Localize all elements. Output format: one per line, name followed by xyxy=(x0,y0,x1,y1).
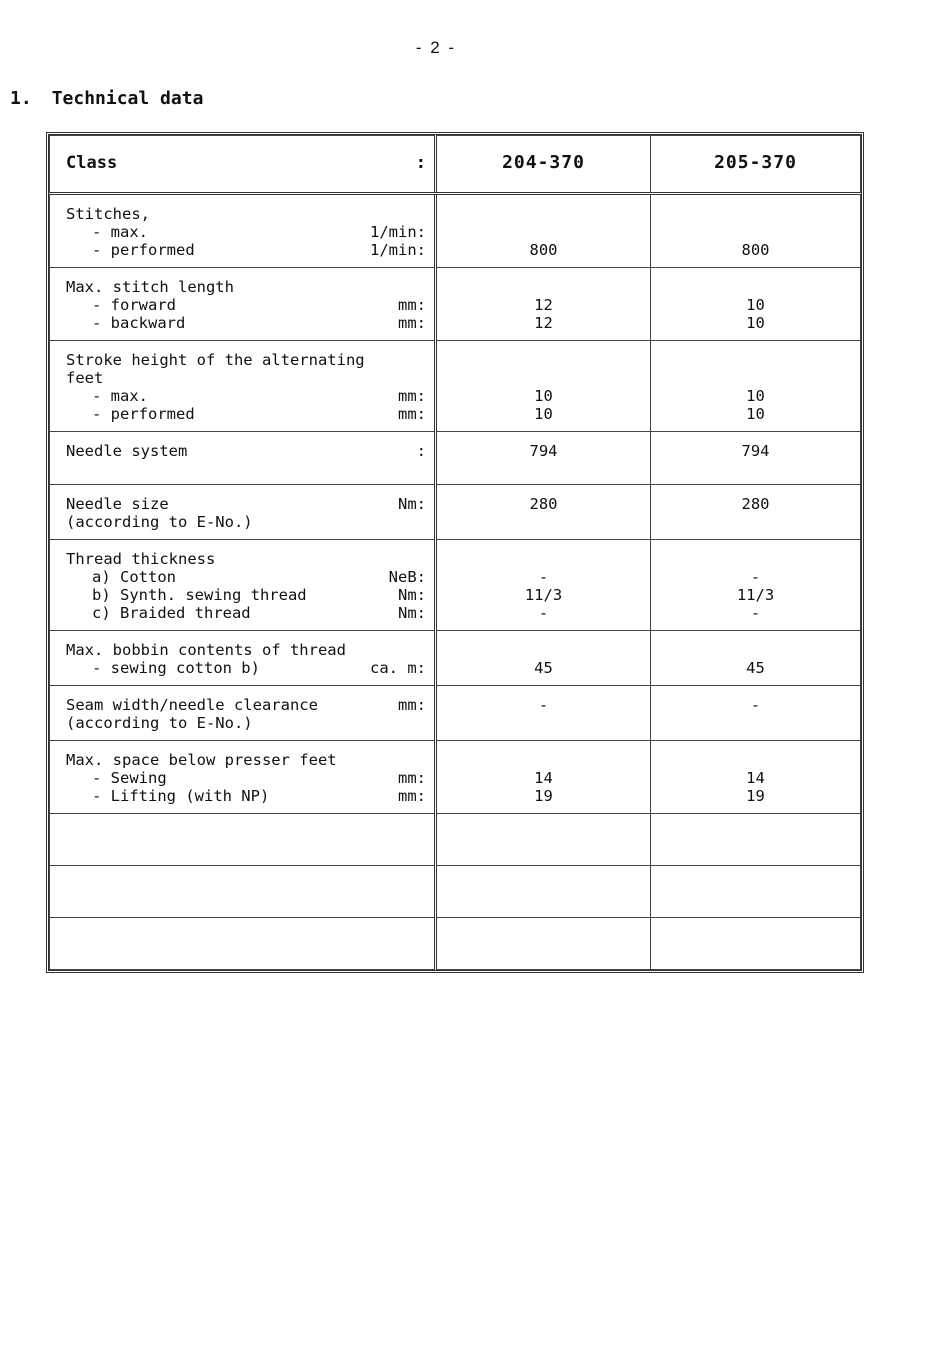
parameter-line xyxy=(66,714,426,732)
table-header-row xyxy=(50,136,861,194)
page-number: - 2 - xyxy=(415,38,457,57)
parameter-unit: Nm: xyxy=(398,604,426,622)
parameter-cell xyxy=(50,741,436,814)
table-row xyxy=(50,686,861,741)
table-row xyxy=(50,631,861,686)
parameter-text: Needle size xyxy=(66,495,169,513)
parameter-text: (according to E-No.) xyxy=(66,513,253,531)
parameter-text: - backward xyxy=(92,314,186,332)
parameter-text: - Lifting (with NP) xyxy=(92,787,270,805)
parameter-line xyxy=(66,369,426,387)
parameter-line xyxy=(66,241,426,259)
parameter-cell xyxy=(50,268,436,341)
value-cell-204-370 xyxy=(436,194,651,268)
parameter-unit: Nm: xyxy=(398,495,426,513)
parameter-line xyxy=(66,387,426,405)
parameter-line xyxy=(66,751,426,769)
value-line xyxy=(441,714,646,732)
value-line: 11/3 xyxy=(736,586,775,604)
value-line: - xyxy=(750,604,761,622)
parameter-text: - Sewing xyxy=(92,769,167,787)
parameter-text: - max. xyxy=(92,387,148,405)
table-row xyxy=(50,741,861,814)
parameter-unit: 1/min: xyxy=(370,241,426,259)
value-line: 10 xyxy=(534,387,553,405)
parameter-line xyxy=(66,550,426,568)
value-line: 19 xyxy=(746,787,765,805)
value-cell-204-370 xyxy=(436,485,651,540)
value-cell-204-370 xyxy=(436,268,651,341)
value-line xyxy=(655,205,856,223)
parameter-text: - performed xyxy=(92,241,195,259)
parameter-line xyxy=(66,278,426,296)
parameter-line xyxy=(66,787,426,805)
value-line xyxy=(441,369,646,387)
parameter-text: - forward xyxy=(92,296,176,314)
value-line: 14 xyxy=(534,769,553,787)
value-cell-205-370 xyxy=(651,432,861,485)
parameter-text: (according to E-No.) xyxy=(66,714,253,732)
parameter-unit: mm: xyxy=(398,314,426,332)
value-line: - xyxy=(750,696,761,714)
parameter-text: Needle system xyxy=(66,442,188,460)
parameter-line xyxy=(66,586,426,604)
parameter-text: Stitches, xyxy=(66,205,150,223)
parameter-unit: Nm: xyxy=(398,586,426,604)
value-cell-205-370 xyxy=(651,268,861,341)
value-cell-205-370 xyxy=(651,686,861,741)
parameter-cell xyxy=(50,485,436,540)
section-title: Technical data xyxy=(51,88,204,109)
value-line: - xyxy=(538,568,549,586)
parameter-text: - performed xyxy=(92,405,195,423)
parameter-unit: mm: xyxy=(398,296,426,314)
value-cell-205-370 xyxy=(651,341,861,432)
parameter-line xyxy=(66,696,426,714)
table-row xyxy=(50,432,861,485)
parameter-text: Max. space below presser feet xyxy=(66,751,337,769)
parameter-line xyxy=(66,495,426,513)
value-line: 12 xyxy=(534,296,553,314)
table-row xyxy=(50,268,861,341)
parameter-cell xyxy=(50,194,436,268)
parameter-unit: : xyxy=(416,442,426,460)
parameter-text: - max. xyxy=(92,223,148,241)
value-line: 800 xyxy=(529,241,558,259)
class-header-cell xyxy=(50,136,436,194)
parameter-line xyxy=(66,205,426,223)
parameter-line xyxy=(66,659,426,677)
value-line xyxy=(441,278,646,296)
parameter-unit: mm: xyxy=(398,387,426,405)
empty-row xyxy=(50,918,861,970)
value-line xyxy=(441,351,646,369)
table-row xyxy=(50,341,861,432)
table-row xyxy=(50,194,861,268)
value-line: - xyxy=(750,568,761,586)
value-cell-205-370 xyxy=(651,540,861,631)
parameter-text: b) Synth. sewing thread xyxy=(92,586,307,604)
value-line xyxy=(441,205,646,223)
value-line xyxy=(655,351,856,369)
value-cell-204-370 xyxy=(436,540,651,631)
value-line xyxy=(441,751,646,769)
value-line: 45 xyxy=(534,659,553,677)
parameter-cell xyxy=(50,540,436,631)
value-line: 280 xyxy=(529,495,558,513)
value-line: 12 xyxy=(534,314,553,332)
value-line: 11/3 xyxy=(524,586,563,604)
section-heading xyxy=(10,88,203,109)
value-line: 10 xyxy=(746,296,765,314)
value-line xyxy=(441,641,646,659)
parameter-text: Max. stitch length xyxy=(66,278,234,296)
parameter-line xyxy=(66,223,426,241)
value-line: 14 xyxy=(746,769,765,787)
value-line: - xyxy=(538,696,549,714)
value-cell-204-370 xyxy=(436,432,651,485)
value-line: - xyxy=(538,604,549,622)
value-line xyxy=(441,550,646,568)
value-line xyxy=(441,513,646,531)
value-line: 10 xyxy=(746,387,765,405)
value-cell-204-370 xyxy=(436,741,651,814)
class-colon: : xyxy=(415,153,426,173)
value-cell-205-370 xyxy=(651,631,861,686)
empty-row xyxy=(50,814,861,866)
parameter-text: Thread thickness xyxy=(66,550,216,568)
value-cell-205-370 xyxy=(651,485,861,540)
empty-row xyxy=(50,866,861,918)
value-line: 10 xyxy=(746,405,765,423)
value-line: 794 xyxy=(529,442,558,460)
parameter-text: Max. bobbin contents of thread xyxy=(66,641,346,659)
value-line xyxy=(655,714,856,732)
parameter-unit: mm: xyxy=(398,769,426,787)
value-cell-204-370 xyxy=(436,341,651,432)
value-line xyxy=(655,550,856,568)
empty-cell xyxy=(50,814,436,866)
parameter-unit: mm: xyxy=(398,405,426,423)
spec-table xyxy=(49,135,861,970)
empty-cell xyxy=(50,866,436,918)
value-line: 794 xyxy=(741,442,770,460)
model-header-204-370: 204-370 xyxy=(436,136,651,194)
value-cell-204-370 xyxy=(436,631,651,686)
value-line xyxy=(655,513,856,531)
parameter-line xyxy=(66,296,426,314)
value-line xyxy=(441,223,646,241)
empty-cell xyxy=(651,918,861,970)
parameter-cell xyxy=(50,432,436,485)
parameter-unit: 1/min: xyxy=(370,223,426,241)
parameter-line xyxy=(66,568,426,586)
value-line: 10 xyxy=(746,314,765,332)
parameter-line xyxy=(66,314,426,332)
class-label: Class xyxy=(66,153,118,173)
empty-cell xyxy=(436,814,651,866)
value-line xyxy=(655,369,856,387)
parameter-cell xyxy=(50,686,436,741)
parameter-text: Seam width/needle clearance xyxy=(66,696,318,714)
value-line: 10 xyxy=(534,405,553,423)
technical-data-table xyxy=(46,132,864,973)
value-cell-205-370 xyxy=(651,194,861,268)
parameter-line xyxy=(66,351,426,369)
section-number: 1. xyxy=(10,88,32,109)
parameter-line xyxy=(66,405,426,423)
parameter-line xyxy=(66,604,426,622)
empty-cell xyxy=(651,814,861,866)
parameter-line xyxy=(66,442,426,460)
parameter-unit: mm: xyxy=(398,787,426,805)
parameter-line xyxy=(66,513,426,531)
empty-cell xyxy=(651,866,861,918)
parameter-text: feet xyxy=(66,369,104,387)
parameter-cell xyxy=(50,631,436,686)
parameter-unit: mm: xyxy=(398,696,426,714)
value-line: 800 xyxy=(741,241,770,259)
value-cell-204-370 xyxy=(436,686,651,741)
value-line xyxy=(655,223,856,241)
parameter-line xyxy=(66,769,426,787)
value-line xyxy=(655,278,856,296)
parameter-unit: NeB: xyxy=(388,568,426,586)
empty-cell xyxy=(50,918,436,970)
value-line xyxy=(655,641,856,659)
parameter-text: Stroke height of the alternating xyxy=(66,351,365,369)
table-row xyxy=(50,485,861,540)
value-cell-205-370 xyxy=(651,741,861,814)
model-header-205-370: 205-370 xyxy=(651,136,861,194)
table-row xyxy=(50,540,861,631)
parameter-text: - sewing cotton b) xyxy=(92,659,260,677)
value-line: 45 xyxy=(746,659,765,677)
parameter-cell xyxy=(50,341,436,432)
empty-cell xyxy=(436,918,651,970)
parameter-unit: ca. m: xyxy=(370,659,426,677)
empty-cell xyxy=(436,866,651,918)
value-line xyxy=(655,751,856,769)
parameter-text: c) Braided thread xyxy=(92,604,251,622)
value-line: 280 xyxy=(741,495,770,513)
parameter-text: a) Cotton xyxy=(92,568,176,586)
value-line: 19 xyxy=(534,787,553,805)
parameter-line xyxy=(66,641,426,659)
